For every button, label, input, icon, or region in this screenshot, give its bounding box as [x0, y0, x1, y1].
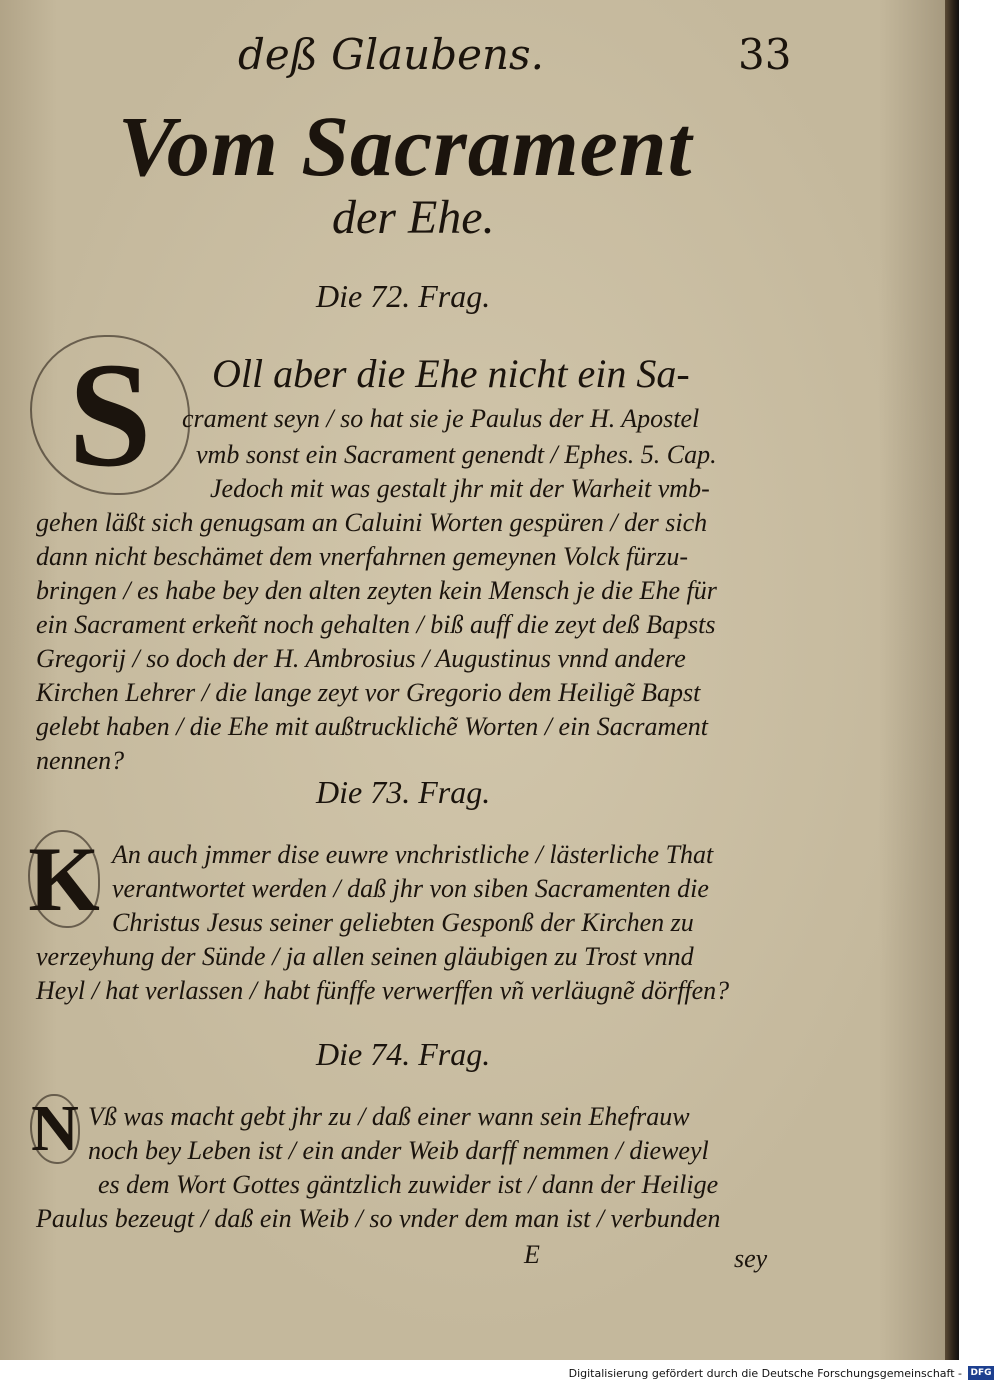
question-72-line-4: Jedoch mit was gestalt jhr mit der Warheit vmb-	[210, 474, 710, 503]
question-72-line-5: gehen läßt sich genugsam an Caluini Worten gespüren / der sich	[36, 508, 708, 537]
chapter-subtitle: der Ehe.	[332, 191, 495, 244]
dfg-logo: DFG	[968, 1366, 994, 1380]
question-72-line-3: vmb sonst ein Sacrament genendt / Ephes. 5. Cap.	[196, 440, 717, 469]
question-72-line-6: dann nicht beschämet dem vnerfahrnen gemeynen Volck fürzu-	[36, 542, 688, 571]
book-binding-edge	[945, 0, 959, 1360]
question-73-line-5: Heyl / hat verlassen / habt fünffe verwerffen vñ verläugnẽ dörffen?	[36, 976, 730, 1005]
question-73-heading: Die 73. Frag.	[316, 774, 491, 810]
page-number: 33	[738, 30, 792, 79]
initial-letter: K	[28, 828, 100, 930]
question-73-line-4: verzeyhung der Sünde / ja allen seinen gläubigen zu Trost vnnd	[36, 942, 694, 971]
running-head: deß Glaubens.	[238, 30, 544, 79]
question-74-line-4: Paulus bezeugt / daß ein Weib / so vnder dem man ist / verbunden	[36, 1204, 721, 1233]
question-72-line-12: nennen?	[36, 746, 125, 775]
question-72-line-2: crament seyn / so hat sie je Paulus der H. Apostel	[182, 404, 700, 433]
question-72-line-1: Oll aber die Ehe nicht ein Sa-	[212, 351, 690, 396]
question-72-line-8: ein Sacrament erkeñt noch gehalten / biß auff die zeyt deß Bapsts	[36, 610, 716, 639]
initial-letter: S	[68, 332, 152, 498]
question-74-line-1: Vß was macht gebt jhr zu / daß einer wann sein Ehefrauw	[88, 1102, 690, 1131]
decorated-initial-n	[30, 1094, 80, 1164]
decorated-initial-k	[28, 830, 100, 928]
question-74-line-2: noch bey Leben ist / ein ander Weib darff nemmen / dieweyl	[88, 1136, 709, 1165]
question-72-line-11: gelebt haben / die Ehe mit außtrucklichẽ Worten / ein Sacrament	[36, 712, 708, 741]
initial-letter: N	[31, 1092, 79, 1165]
catchword: sey	[734, 1244, 768, 1273]
question-72-line-7: bringen / es habe bey den alten zeyten kein Mensch je die Ehe für	[36, 576, 717, 605]
question-73-line-1: An auch jmmer dise euwre vnchristliche / lästerliche That	[112, 840, 714, 869]
question-72-line-9: Gregorij / so doch der H. Ambrosius / Augustinus vnnd andere	[36, 644, 686, 673]
question-72-line-10: Kirchen Lehrer / die lange zeyt vor Gregorio dem Heiligẽ Bapst	[36, 678, 701, 707]
chapter-title: Vom Sacrament	[118, 98, 693, 194]
question-74-heading: Die 74. Frag.	[316, 1036, 491, 1072]
decorated-initial-s	[30, 332, 190, 498]
question-72-heading: Die 72. Frag.	[316, 278, 491, 314]
question-73-line-3: Christus Jesus seiner geliebten Gesponß der Kirchen zu	[112, 908, 694, 937]
signature-mark: E	[524, 1240, 540, 1269]
question-74-line-3: es dem Wort Gottes gäntzlich zuwider ist / dann der Heilige	[98, 1170, 719, 1199]
digitization-credit: Digitalisierung gefördert durch die Deutsche Forschungsgemeinschaft -	[568, 1367, 962, 1380]
question-73-line-2: verantwortet werden / daß jhr von siben Sacramenten die	[112, 874, 709, 903]
